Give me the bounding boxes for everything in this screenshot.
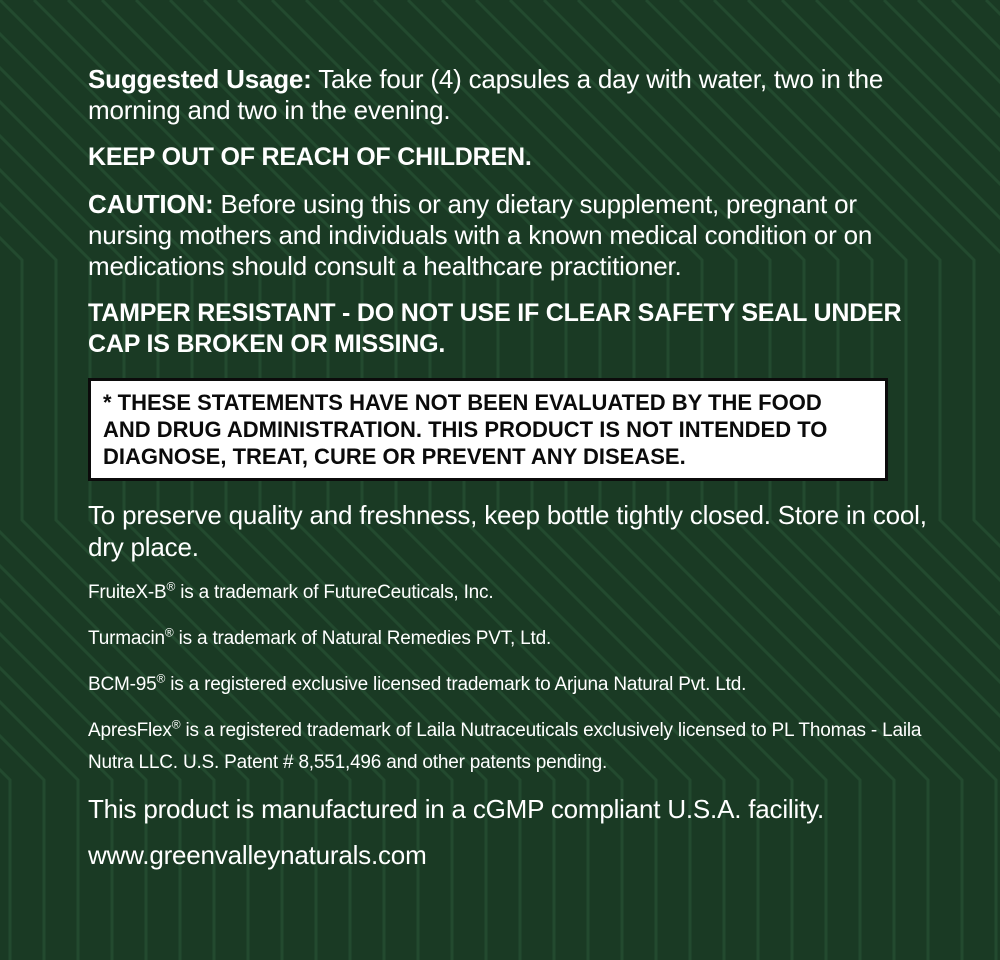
trademark-item xyxy=(88,623,938,655)
registered-mark: ® xyxy=(164,625,174,640)
trademark-name: FruiteX-B xyxy=(88,582,167,603)
suggested-usage xyxy=(88,64,938,126)
trademark-text: is a registered exclusive licensed trademark to Arjuna Natural Pvt. Ltd. xyxy=(165,674,747,695)
registered-mark: ® xyxy=(166,579,176,594)
caution-text: Before using this or any dietary supplement, pregnant or nursing mothers and individuals with a known medical condition or on medications should consult a healthcare practitioner. xyxy=(88,189,873,281)
website-url: www.greenvalleynaturals.com xyxy=(88,840,427,870)
trademark-text: is a trademark of Natural Remedies PVT, Ltd. xyxy=(173,628,552,649)
trademark-item xyxy=(88,577,938,609)
caution-statement xyxy=(88,189,938,282)
cgmp-statement: This product is manufactured in a cGMP compliant U.S.A. facility. xyxy=(88,794,824,824)
trademark-list xyxy=(88,577,938,779)
suggested-usage-text: Take four (4) capsules a day with water, two in the morning and two in the evening. xyxy=(88,64,884,125)
trademark-item xyxy=(88,715,938,779)
registered-mark: ® xyxy=(156,671,166,686)
keep-out-warning: KEEP OUT OF REACH OF CHILDREN. xyxy=(88,143,532,171)
label-text-block xyxy=(88,64,938,871)
registered-mark: ® xyxy=(171,717,181,732)
storage-instructions: To preserve quality and freshness, keep bottle tightly closed. Store in cool, dry place. xyxy=(88,500,927,562)
trademark-text: is a trademark of FutureCeuticals, Inc. xyxy=(175,582,494,603)
trademark-text: is a registered trademark of Laila Nutraceuticals exclusively licensed to PL Thomas - Laila Nutra LLC. U.S. Patent # 8,551,496 and other patents pending. xyxy=(88,720,922,773)
pattern-line xyxy=(0,0,78,960)
caution-label: CAUTION: xyxy=(88,189,214,219)
fda-disclaimer-box xyxy=(88,378,888,481)
trademark-name: Turmacin xyxy=(88,628,165,649)
tamper-warning: TAMPER RESISTANT - DO NOT USE IF CLEAR SAFETY SEAL UNDER CAP IS BROKEN OR MISSING. xyxy=(88,299,902,358)
suggested-usage-label: Suggested Usage: xyxy=(88,64,312,94)
trademark-item xyxy=(88,669,938,701)
trademark-name: BCM-95 xyxy=(88,674,157,695)
trademark-name: ApresFlex xyxy=(88,720,172,741)
fda-disclaimer-text: * THESE STATEMENTS HAVE NOT BEEN EVALUATED BY THE FOOD AND DRUG ADMINISTRATION. THIS PRODUCT IS NOT INTENDED TO DIAGNOSE, TREAT, CURE OR PREVENT ANY DISEASE. xyxy=(103,390,828,469)
